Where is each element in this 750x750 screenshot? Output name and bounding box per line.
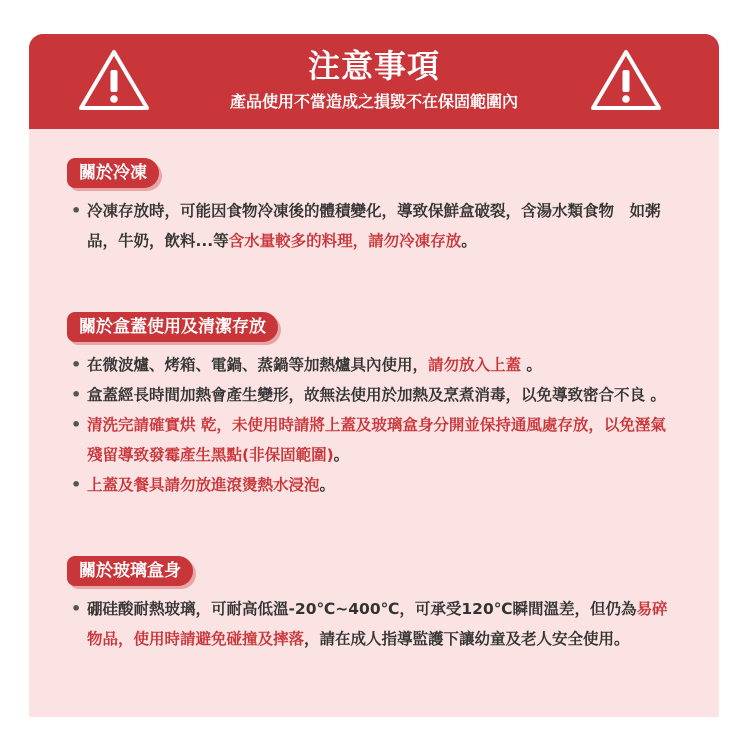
section-list (67, 594, 677, 654)
item-text: 在微波爐、烤箱、電鍋、蒸鍋等加熱爐具內使用， (87, 356, 429, 374)
item-text: 冷凍存放時，可能因食物冷凍後的體積變化，導致保鮮盒破裂，含湯水類食物 如粥品，牛奶，飲料...等 (87, 202, 661, 250)
item-text: 。 (319, 476, 336, 494)
section-list (67, 350, 677, 500)
item-text: ，請在成人指導監護下讓幼童及老人安全使用。 (304, 630, 630, 648)
item-text: 。 (521, 356, 542, 374)
notice-card (29, 34, 719, 717)
section-title: 關於冷凍 (67, 158, 159, 188)
list-item (67, 410, 677, 470)
item-warning-text: 易碎物品，使用時請避免碰撞及摔落 (87, 600, 668, 648)
item-warning-text: 請勿放入上蓋 (428, 356, 522, 374)
item-text: 。 (333, 446, 350, 464)
item-text: 盒蓋經長時間加熱會產生變形，故無法使用於加熱及烹煮消毒，以免導致密合不良 。 (87, 386, 666, 404)
section-title: 關於盒蓋使用及清潔存放 (67, 312, 278, 342)
section-title: 關於玻璃盒身 (67, 556, 193, 586)
section-list (67, 196, 677, 256)
notice-header (29, 34, 719, 129)
list-item (67, 380, 677, 410)
list-item (67, 594, 677, 654)
item-warning-text: 含水量較多的料理，請勿冷凍存放 (228, 232, 462, 250)
item-warning-text: 清洗完請確實烘 乾，未使用時請將上蓋及玻璃盒身分開並保持通風處存放，以免溼氣殘留導致發霉產生黑點(非保固範圍) (87, 416, 666, 464)
item-text: 硼硅酸耐熱玻璃，可耐高低溫-20℃~400℃，可承受120℃瞬間溫差，但仍為 (87, 600, 637, 618)
section-glass-body (67, 556, 677, 654)
page-title: 注意事項 (307, 47, 440, 85)
item-text: 。 (461, 232, 477, 250)
list-item (67, 350, 677, 380)
list-item (67, 196, 677, 256)
section-freezing (67, 158, 677, 256)
page-subtitle: 產品使用不當造成之損毀不在保固範圍內 (229, 92, 518, 111)
section-lid-usage (67, 312, 677, 500)
list-item (67, 470, 677, 500)
warning-triangle-icon (589, 48, 663, 112)
item-warning-text: 上蓋及餐具請勿放進滾燙熱水浸泡 (87, 476, 320, 494)
